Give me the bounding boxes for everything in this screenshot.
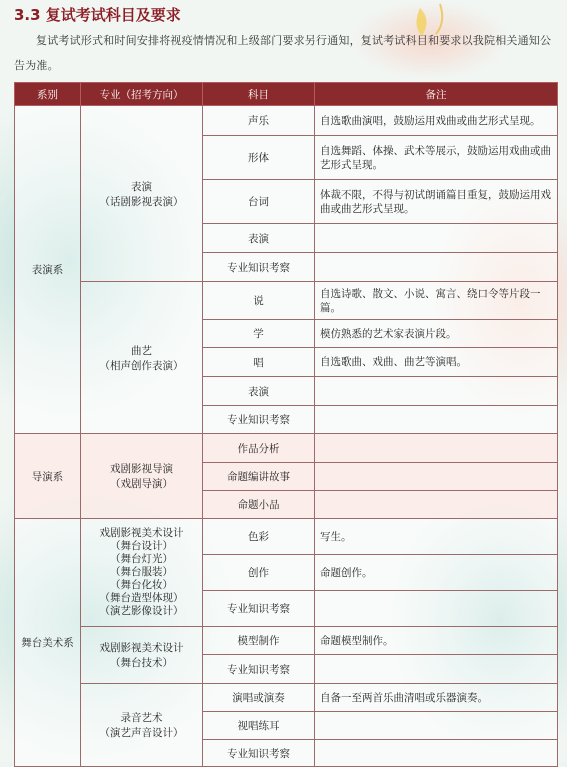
subject-cell: 命题小品 <box>203 491 315 519</box>
major-cell: 戏剧影视导演 （戏剧导演） <box>81 434 203 519</box>
table-row <box>15 282 558 320</box>
subject-cell: 命题编讲故事 <box>203 463 315 491</box>
subject-cell: 模型制作 <box>203 627 315 655</box>
note-cell <box>315 740 558 767</box>
table-header-row <box>15 83 558 106</box>
note-cell: 命题创作。 <box>315 555 558 591</box>
note-cell <box>315 224 558 253</box>
subject-cell: 专业知识考察 <box>203 740 315 767</box>
subject-cell: 作品分析 <box>203 434 315 463</box>
subject-cell: 专业知识考察 <box>203 253 315 282</box>
subject-cell: 演唱或演奏 <box>203 684 315 712</box>
subject-cell: 表演 <box>203 224 315 253</box>
subject-cell: 唱 <box>203 348 315 377</box>
note-cell <box>315 434 558 463</box>
department-cell: 舞台美术系 <box>15 519 81 767</box>
note-cell <box>315 712 558 740</box>
intro-paragraph: 复试考试形式和时间安排将视疫情情况和上级部门要求另行通知，复试考试科目和要求以我院相关通知公告为准。 <box>14 34 552 72</box>
subject-cell: 说 <box>203 282 315 320</box>
major-cell: 曲艺 （相声创作表演） <box>81 282 203 434</box>
table-row <box>15 519 558 555</box>
subject-cell: 色彩 <box>203 519 315 555</box>
note-cell <box>315 491 558 519</box>
note-cell: 模仿熟悉的艺术家表演片段。 <box>315 320 558 348</box>
note-cell: 体裁不限，不得与初试朗诵篇目重复，鼓励运用戏曲或曲艺形式呈现。 <box>315 180 558 224</box>
table-row <box>15 627 558 655</box>
subject-cell: 声乐 <box>203 106 315 136</box>
subject-cell: 创作 <box>203 555 315 591</box>
column-header-major: 专业（招考方向） <box>81 83 203 106</box>
subject-cell: 形体 <box>203 136 315 180</box>
subject-cell: 专业知识考察 <box>203 655 315 684</box>
section-title: 3.3 复试考试科目及要求 <box>14 6 181 24</box>
subject-cell: 台词 <box>203 180 315 224</box>
exam-subject-table <box>14 82 558 767</box>
column-header-subject: 科目 <box>203 83 315 106</box>
subject-cell: 专业知识考察 <box>203 406 315 434</box>
department-cell: 表演系 <box>15 106 81 434</box>
table-row <box>15 684 558 712</box>
major-cell: 戏剧影视美术设计 （舞台设计） （舞台灯光） （舞台服装） （舞台化妆） （舞台造型体现） （演艺影像设计） <box>81 519 203 627</box>
major-cell: 录音艺术 （演艺声音设计） <box>81 684 203 767</box>
note-cell: 命题模型制作。 <box>315 627 558 655</box>
note-cell: 自选歌曲、戏曲、曲艺等演唱。 <box>315 348 558 377</box>
subject-cell: 专业知识考察 <box>203 591 315 627</box>
note-cell <box>315 253 558 282</box>
subject-cell: 表演 <box>203 377 315 406</box>
column-header-note: 备注 <box>315 83 558 106</box>
note-cell: 自选歌曲演唱，鼓励运用戏曲或曲艺形式呈现。 <box>315 106 558 136</box>
note-cell <box>315 377 558 406</box>
major-cell: 戏剧影视美术设计 （舞台技术） <box>81 627 203 684</box>
major-cell: 表演 （话剧影视表演） <box>81 106 203 282</box>
note-cell <box>315 655 558 684</box>
note-cell: 自选舞蹈、体操、武术等展示，鼓励运用戏曲或曲艺形式呈现。 <box>315 136 558 180</box>
table-row <box>15 106 558 136</box>
note-cell <box>315 406 558 434</box>
subject-cell: 学 <box>203 320 315 348</box>
note-cell <box>315 591 558 627</box>
department-cell: 导演系 <box>15 434 81 519</box>
note-cell: 自备一至两首乐曲清唱或乐器演奏。 <box>315 684 558 712</box>
column-header-department: 系别 <box>15 83 81 106</box>
note-cell: 自选诗歌、散文、小说、寓言、绕口令等片段一篇。 <box>315 282 558 320</box>
note-cell: 写生。 <box>315 519 558 555</box>
table-row <box>15 434 558 463</box>
note-cell <box>315 463 558 491</box>
subject-cell: 视唱练耳 <box>203 712 315 740</box>
